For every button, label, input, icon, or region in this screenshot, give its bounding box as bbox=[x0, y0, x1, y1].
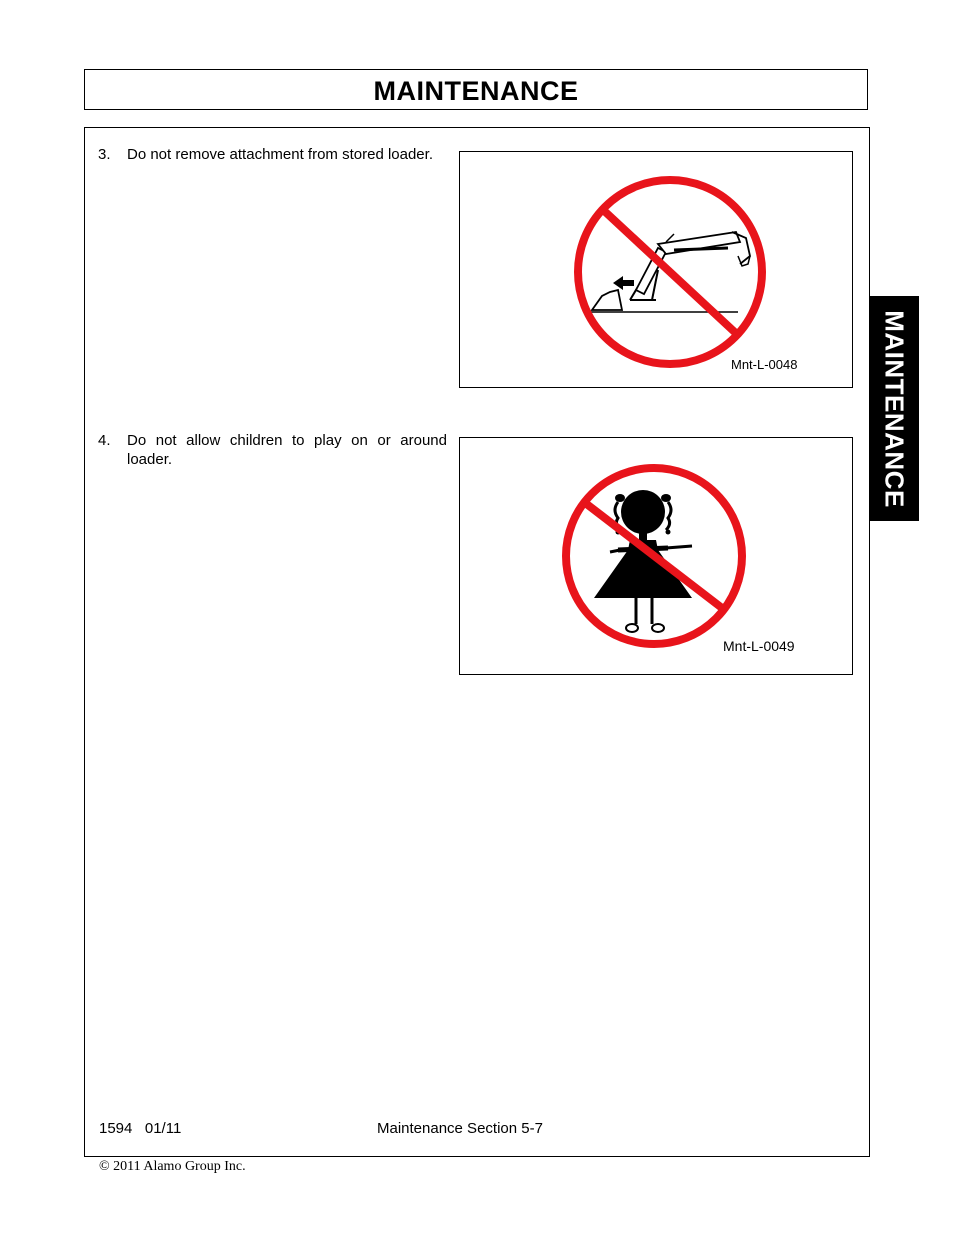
figure-label: Mnt-L-0048 bbox=[731, 357, 798, 372]
figure-mnt-l-0049 bbox=[459, 437, 853, 675]
page-title: MAINTENANCE bbox=[373, 76, 579, 106]
figure-mnt-l-0048 bbox=[459, 151, 853, 388]
no-loader-removal-icon bbox=[460, 152, 852, 387]
step-text: Do not allow children to play on or around loader. bbox=[127, 432, 447, 468]
figure-label: Mnt-L-0049 bbox=[723, 638, 795, 654]
step-number: 3. bbox=[98, 146, 111, 163]
step-number: 4. bbox=[98, 432, 111, 449]
section-page-number: Maintenance Section 5-7 bbox=[377, 1120, 543, 1137]
section-tab bbox=[869, 296, 919, 521]
document-number: 1594 01/11 bbox=[99, 1120, 182, 1137]
step-text: Do not remove attachment from stored loader. bbox=[127, 146, 433, 163]
header-box bbox=[84, 69, 868, 110]
copyright-notice: © 2011 Alamo Group Inc. bbox=[99, 1159, 246, 1174]
section-tab-label: MAINTENANCE bbox=[879, 309, 910, 508]
